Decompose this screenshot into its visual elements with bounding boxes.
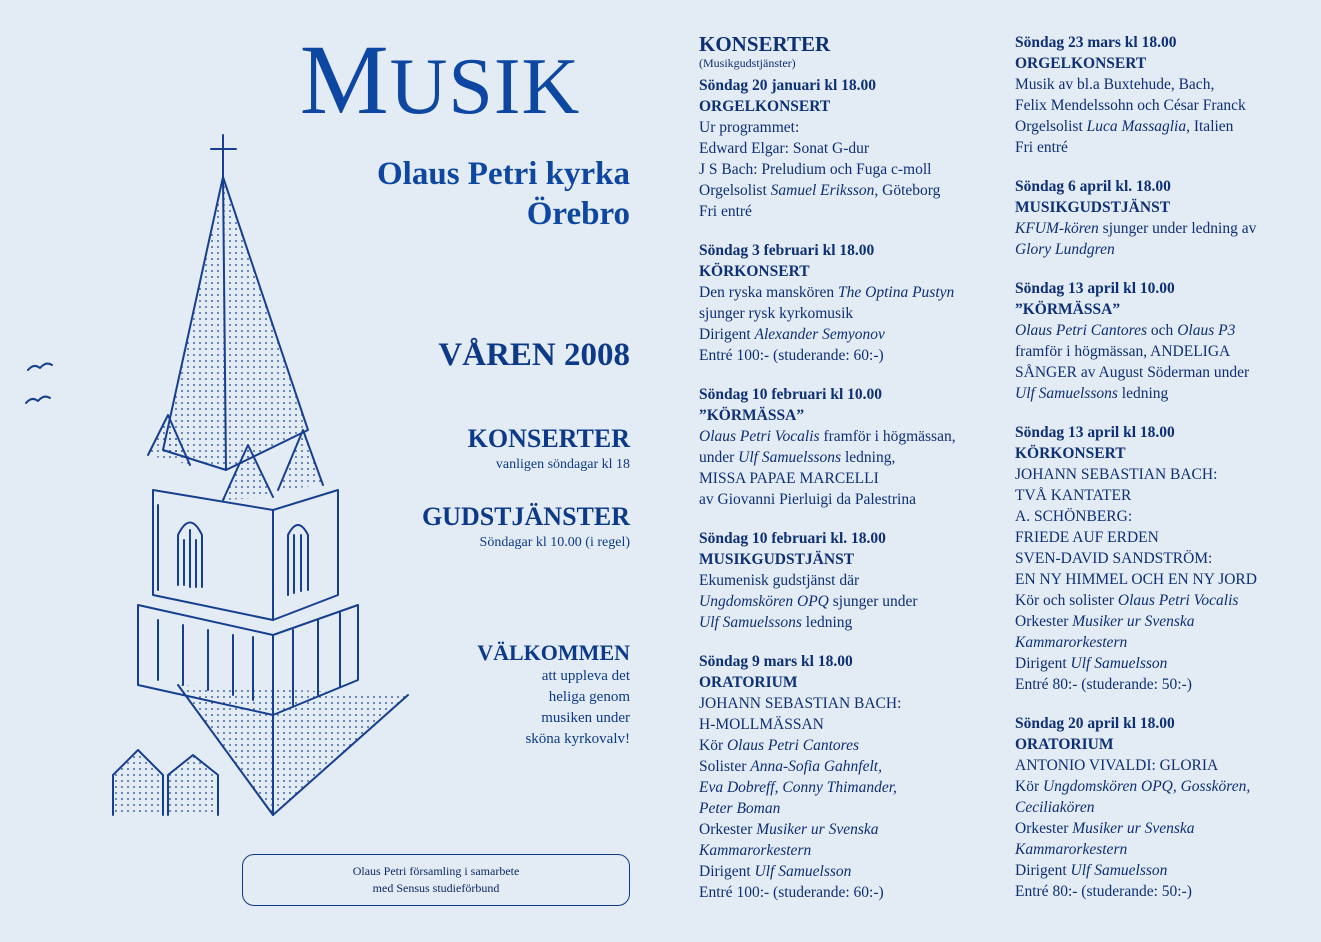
event-line: Orkester Musiker ur Svenska (1015, 820, 1195, 837)
event-line: Kör och solister Olaus Petri Vocalis (1015, 592, 1239, 609)
event-item (699, 651, 999, 903)
event-type: MUSIKGUDSTJÄNST (1015, 199, 1171, 216)
event-gap (699, 366, 999, 384)
services-heading: GUDSTJÄNSTER (421, 502, 630, 531)
welcome-line: att uppleva det (541, 668, 630, 684)
event-line (699, 798, 999, 819)
event-type: KÖRKONSERT (699, 263, 810, 280)
event-name: KFUM-kören (1015, 220, 1099, 237)
event-name: Kammarorkestern (699, 842, 812, 859)
event-line: sjunger rysk kyrkomusik (699, 305, 854, 322)
event-gap (1015, 260, 1315, 278)
event-gap (1015, 695, 1315, 713)
event-name: The Optina Pustyn (838, 284, 955, 301)
concerts-subtext: vanligen söndagar kl 18 (495, 457, 630, 472)
event-name: Eva Dobreff, Conny Thimander, (699, 779, 897, 796)
welcome-line: sköna kyrkovalv! (525, 731, 630, 747)
event-line: KFUM-kören sjunger under ledning av (1015, 220, 1257, 237)
event-name: Olaus Petri Cantores (1015, 322, 1148, 339)
event-line: Edward Elgar: Sonat G-dur (699, 140, 870, 157)
event-line: Den ryska manskören The Optina Pustyn (699, 284, 955, 301)
services-subtext: Söndagar kl 10.00 (i regel) (479, 535, 630, 550)
event-date: Söndag 10 februari kl 10.00 (699, 386, 883, 403)
event-type: ORATORIUM (699, 674, 798, 691)
event-line: TVÅ KANTATER (1015, 487, 1132, 504)
event-name: Musiker ur Svenska (756, 821, 879, 838)
event-line: Olaus Petri Vocalis framför i högmässan, (699, 428, 956, 445)
event-line: EN NY HIMMEL OCH EN NY JORD (1015, 571, 1257, 588)
event-type: ORGELKONSERT (699, 98, 831, 115)
welcome-line: heliga genom (548, 689, 630, 705)
season-heading: VÅREN 2008 (438, 337, 630, 373)
event-line: Solister Anna-Sofia Gahnfelt, (699, 758, 882, 775)
event-line: JOHANN SEBASTIAN BACH: (699, 695, 902, 712)
event-line: Olaus Petri Cantores och Olaus P3 (1015, 322, 1236, 339)
event-name: Musiker ur Svenska (1072, 820, 1195, 837)
event-line: JOHANN SEBASTIAN BACH: (1015, 466, 1218, 483)
concerts-column-1 (699, 32, 999, 903)
event-name: Luca Massaglia (1086, 118, 1187, 135)
event-gap (699, 633, 999, 651)
event-item (699, 75, 999, 222)
event-gap (1015, 158, 1315, 176)
event-name: Anna-Sofia Gahnfelt, (750, 758, 882, 775)
event-line: Ekumenisk gudstjänst där (699, 572, 860, 589)
event-line: Dirigent Ulf Samuelsson (1015, 862, 1168, 879)
event-name: Ungdomskören OPQ (699, 593, 829, 610)
event-line: MISSA PAPAE MARCELLI (699, 470, 879, 487)
event-gap (1015, 404, 1315, 422)
event-line: Fri entré (699, 203, 752, 220)
event-line: Dirigent Ulf Samuelsson (699, 863, 852, 880)
event-line: Entré 100:- (studerande: 60:-) (699, 347, 884, 364)
event-item (699, 240, 999, 366)
church-illustration (18, 125, 418, 825)
page-title (250, 24, 630, 135)
event-name: Peter Boman (699, 800, 781, 817)
event-line: Entré 80:- (studerande: 50:-) (1015, 676, 1192, 693)
event-line: Entré 80:- (studerande: 50:-) (1015, 883, 1192, 900)
event-date: Söndag 13 april kl 18.00 (1015, 424, 1175, 441)
sponsor-line: med Sensus studieförbund (372, 881, 500, 895)
title-initial: M (299, 24, 390, 135)
event-line (1015, 839, 1315, 860)
event-date: Söndag 20 januari kl 18.00 (699, 77, 877, 94)
city-name: Örebro (526, 195, 630, 232)
event-line (699, 777, 999, 798)
event-name: Samuel Eriksson (770, 182, 875, 199)
event-name: Ceciliakören (1015, 799, 1095, 816)
event-type: ORATORIUM (1015, 736, 1114, 753)
event-item (699, 528, 999, 633)
event-item (1015, 176, 1315, 260)
event-line: SÅNGER av August Söderman under (1015, 364, 1250, 381)
event-line: Orkester Musiker ur Svenska (1015, 613, 1195, 630)
event-name: Ulf Samuelsson (1070, 655, 1168, 672)
event-name: Kammarorkestern (1015, 841, 1128, 858)
event-line: FRIEDE AUF ERDEN (1015, 529, 1159, 546)
event-name: Kammarorkestern (1015, 634, 1128, 651)
event-line (1015, 239, 1315, 260)
event-line (1015, 797, 1315, 818)
welcome-text (525, 666, 630, 750)
concerts-heading: KONSERTER (467, 424, 630, 453)
concerts-section-heading: KONSERTER (699, 32, 831, 56)
concerts-column-2 (1015, 32, 1315, 902)
event-line: Ur programmet: (699, 119, 800, 136)
event-line: H-MOLLMÄSSAN (699, 716, 824, 733)
welcome-heading: VÄLKOMMEN (477, 640, 630, 665)
event-gap (699, 510, 999, 528)
event-type: ”KÖRMÄSSA” (1015, 301, 1121, 318)
event-list (699, 75, 999, 903)
event-name: Ulf Samuelssons (699, 614, 802, 631)
event-line: J S Bach: Preludium och Fuga c-moll (699, 161, 932, 178)
event-line: Orkester Musiker ur Svenska (699, 821, 879, 838)
event-item (1015, 32, 1315, 158)
event-name: Olaus Petri Cantores (726, 737, 860, 754)
event-date: Söndag 13 april kl 10.00 (1015, 280, 1175, 297)
concerts-section-subheading: (Musikgudstjänster) (699, 56, 796, 70)
event-line: Ungdomskören OPQ sjunger under (699, 593, 918, 610)
event-line (699, 840, 999, 861)
event-line: Entré 100:- (studerande: 60:-) (699, 884, 884, 901)
event-line: Kör Ungdomskören OPQ, Gosskören, (1015, 778, 1251, 795)
event-name: Ulf Samuelssons (1015, 385, 1118, 402)
event-line: Orgelsolist Luca Massaglia, Italien (1015, 118, 1234, 135)
event-date: Söndag 6 april kl. 18.00 (1015, 178, 1171, 195)
event-line: Orgelsolist Samuel Eriksson, Göteborg (699, 182, 941, 199)
event-list (1015, 32, 1315, 902)
event-line: A. SCHÖNBERG: (1015, 508, 1133, 525)
event-name: Ungdomskören OPQ, Gosskören, (1042, 778, 1251, 795)
welcome-line: musiken under (541, 710, 630, 726)
event-name: Ulf Samuelssons (738, 449, 842, 466)
event-type: MUSIKGUDSTJÄNST (699, 551, 855, 568)
event-name: Alexander Semyonov (754, 326, 885, 343)
event-date: Söndag 3 februari kl 18.00 (699, 242, 875, 259)
event-line (1015, 632, 1315, 653)
event-line: Felix Mendelssohn och César Franck (1015, 97, 1246, 114)
event-line: Ulf Samuelssons ledning (1015, 385, 1169, 402)
sponsor-box (242, 854, 630, 906)
event-name: Olaus Petri Vocalis (699, 428, 820, 445)
event-date: Söndag 20 april kl 18.00 (1015, 715, 1175, 732)
event-line: Dirigent Ulf Samuelsson (1015, 655, 1168, 672)
sponsor-line: Olaus Petri församling i samarbete (352, 864, 520, 878)
event-type: ”KÖRMÄSSA” (699, 407, 805, 424)
event-name: Musiker ur Svenska (1072, 613, 1195, 630)
event-line: av Giovanni Pierluigi da Palestrina (699, 491, 916, 508)
event-line: under Ulf Samuelssons ledning, (699, 449, 896, 466)
event-date: Söndag 23 mars kl 18.00 (1015, 34, 1177, 51)
event-name: Olaus Petri Vocalis (1117, 592, 1239, 609)
event-item (1015, 278, 1315, 404)
event-line: Dirigent Alexander Semyonov (699, 326, 885, 343)
event-line: Ulf Samuelssons ledning (699, 614, 853, 631)
event-line: Kör Olaus Petri Cantores (699, 737, 860, 754)
event-name: Olaus P3 (1177, 322, 1236, 339)
event-name: Glory Lundgren (1015, 241, 1115, 258)
event-item (699, 384, 999, 510)
event-line: ANTONIO VIVALDI: GLORIA (1015, 757, 1219, 774)
event-line: Musik av bl.a Buxtehude, Bach, (1015, 76, 1215, 93)
event-item (1015, 422, 1315, 695)
event-type: ORGELKONSERT (1015, 55, 1147, 72)
event-name: Ulf Samuelsson (754, 863, 852, 880)
event-gap (699, 222, 999, 240)
event-line: SVEN-DAVID SANDSTRÖM: (1015, 550, 1213, 567)
church-name: Olaus Petri kyrka (377, 156, 630, 192)
event-date: Söndag 10 februari kl. 18.00 (699, 530, 886, 547)
event-date: Söndag 9 mars kl 18.00 (699, 653, 853, 670)
event-line: Fri entré (1015, 139, 1068, 156)
title-rest: USIK (389, 43, 581, 131)
event-name: Ulf Samuelsson (1070, 862, 1168, 879)
event-type: KÖRKONSERT (1015, 445, 1126, 462)
event-item (1015, 713, 1315, 902)
event-line: framför i högmässan, ANDELIGA (1015, 343, 1231, 360)
